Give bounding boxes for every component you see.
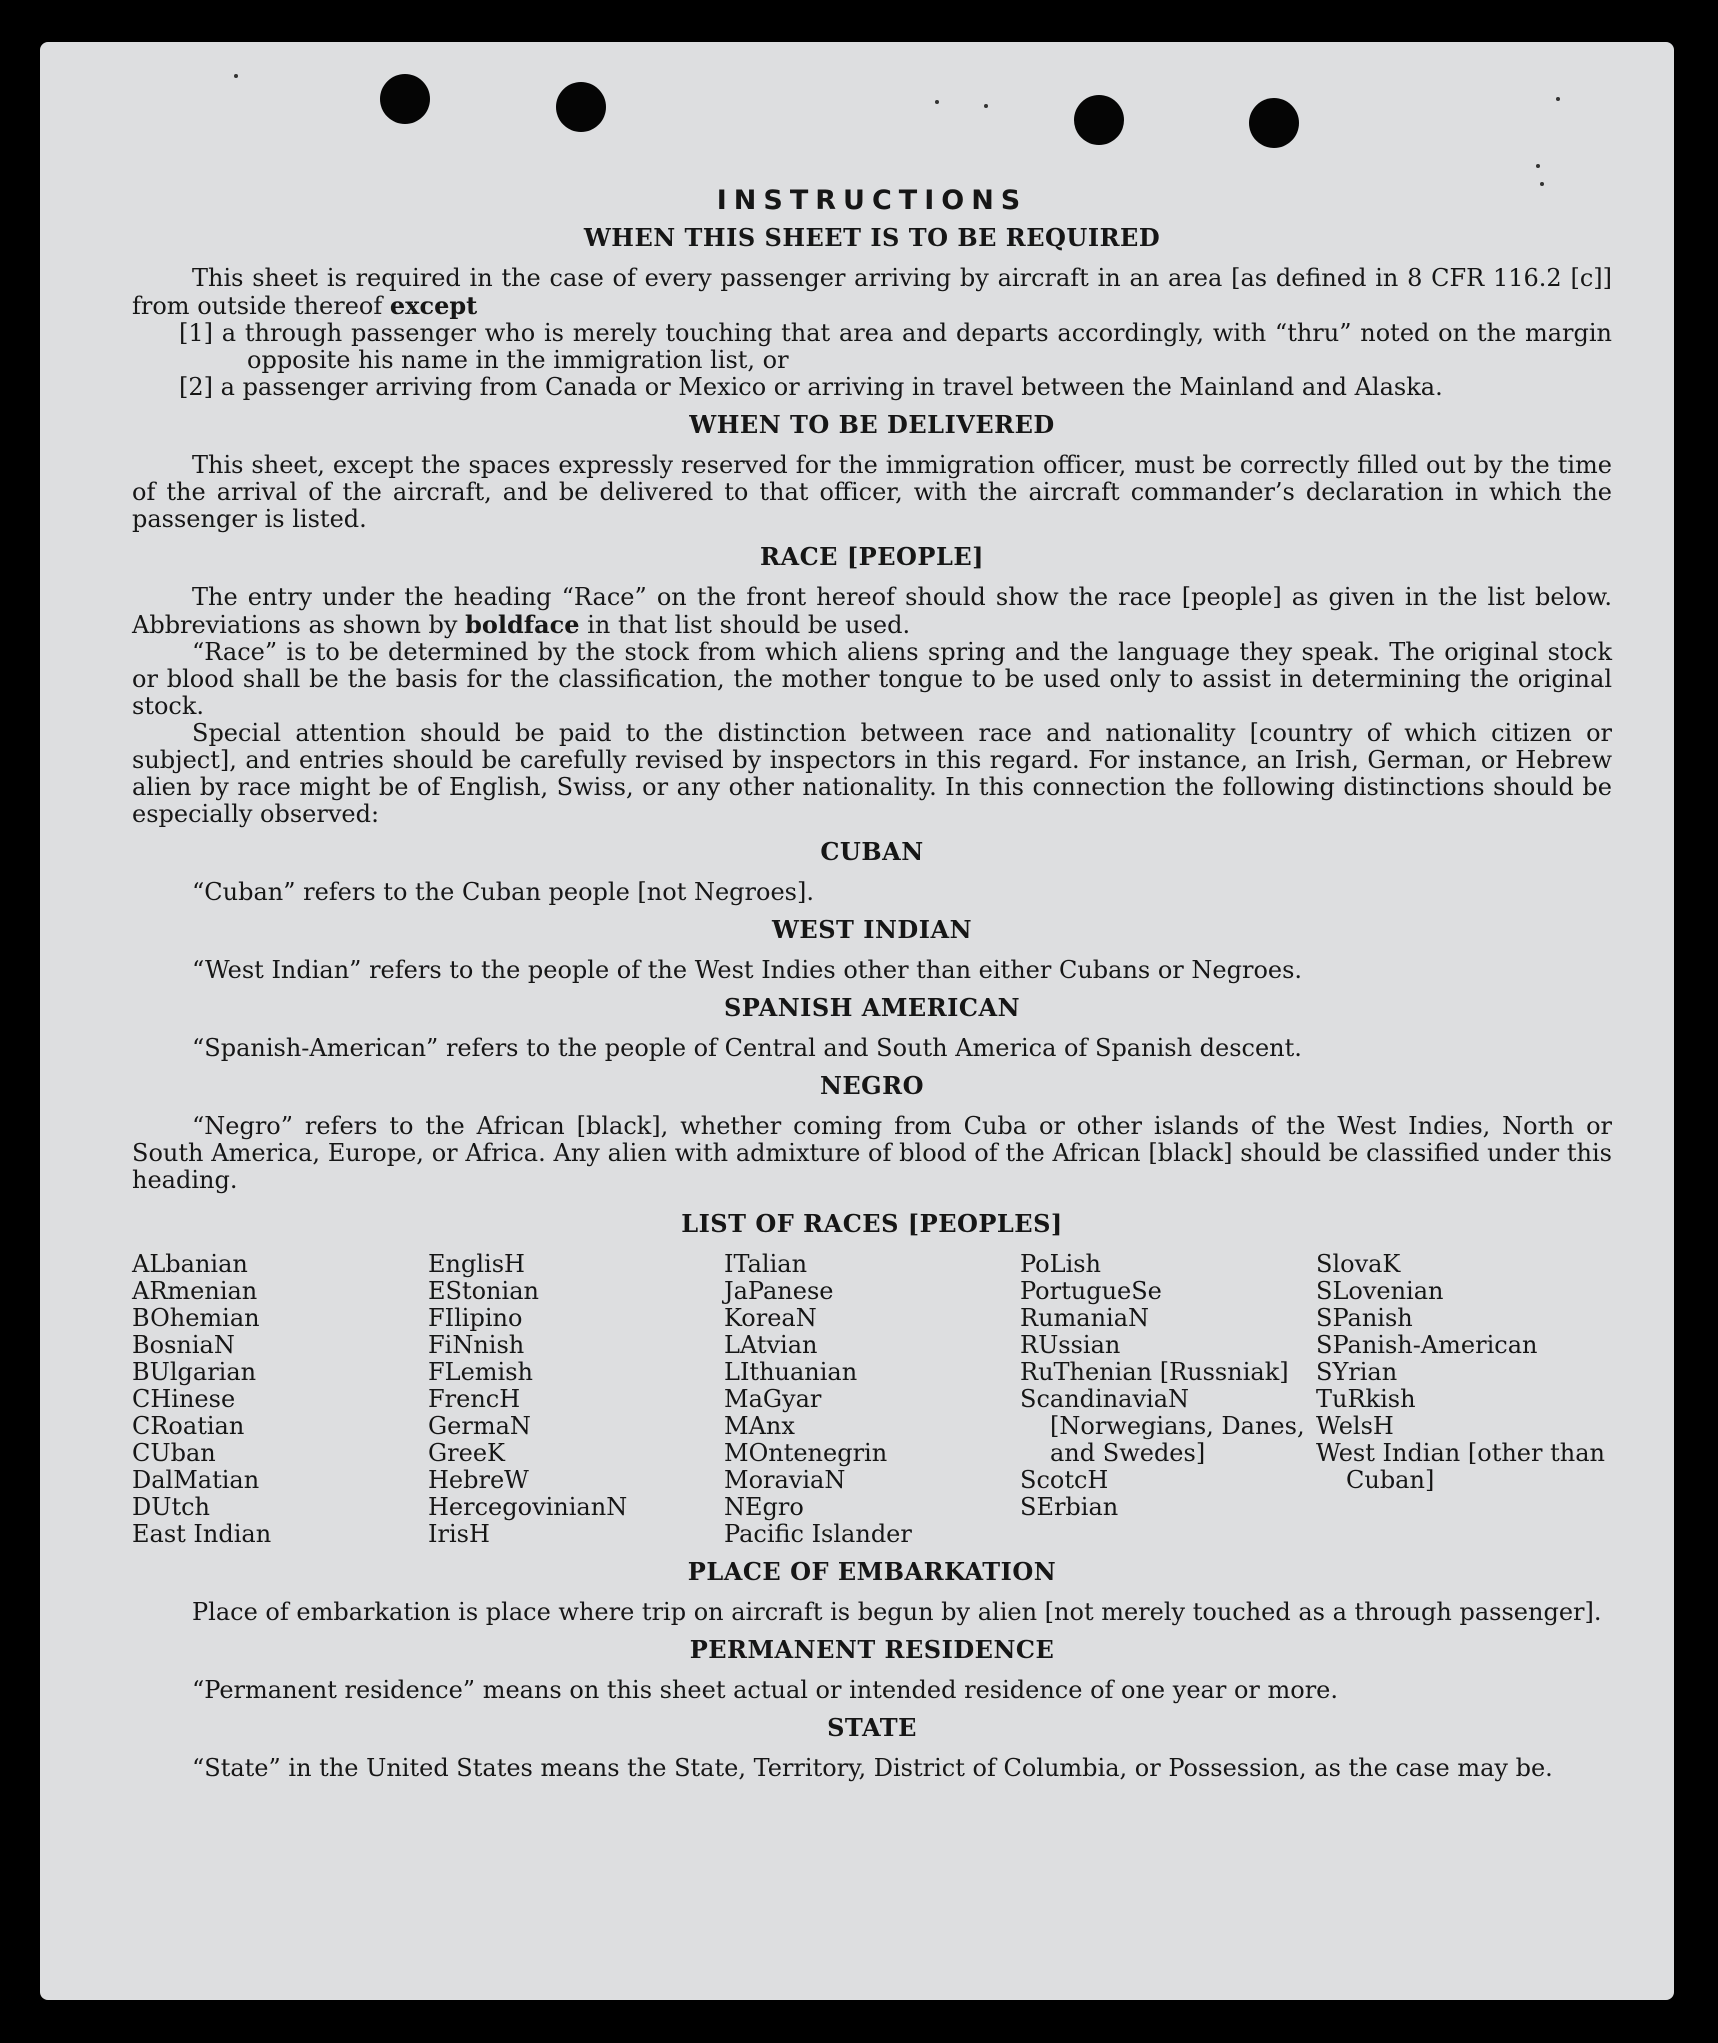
page-body bbox=[132, 137, 1612, 1782]
document-sheet bbox=[40, 42, 1674, 2000]
page-title: INSTRUCTIONS bbox=[716, 185, 1028, 216]
race-item: PortugueSe bbox=[1020, 1277, 1162, 1305]
race-item: IrisH bbox=[428, 1520, 490, 1548]
speck bbox=[935, 100, 939, 104]
paragraph: Place of embarkation is place where trip on aircraft is begun by alien [not merely touched as a through passenger]. bbox=[192, 1598, 1602, 1626]
section-heading: NEGRO bbox=[819, 1071, 925, 1100]
races-column bbox=[1316, 1251, 1612, 1548]
paragraph: “State” in the United States means the State, Territory, District of Columbia, or Possession, as the case may be. bbox=[192, 1754, 1553, 1782]
paragraph: “Spanish-American” refers to the people of Central and South America of Spanish descent. bbox=[192, 1034, 1302, 1062]
races-column bbox=[724, 1251, 1020, 1548]
speck bbox=[984, 104, 988, 108]
section-heading: SPANISH AMERICAN bbox=[723, 993, 1021, 1022]
race-item: SLovenian bbox=[1316, 1277, 1444, 1305]
race-item: SPanish bbox=[1316, 1304, 1413, 1332]
section-heading: CUBAN bbox=[820, 837, 924, 866]
race-item: ITalian bbox=[724, 1250, 808, 1278]
race-item: LIthuanian bbox=[724, 1358, 858, 1386]
race-item: CRoatian bbox=[132, 1412, 245, 1440]
punch-hole bbox=[380, 74, 430, 124]
races-column bbox=[132, 1251, 428, 1548]
speck bbox=[1556, 97, 1560, 101]
race-item: MaGyar bbox=[724, 1385, 822, 1413]
race-item: CHinese bbox=[132, 1385, 236, 1413]
race-item: ALbanian bbox=[132, 1250, 248, 1278]
race-item: RuThenian [Russniak] bbox=[1020, 1358, 1289, 1386]
race-item: JaPanese bbox=[724, 1277, 834, 1305]
punch-hole bbox=[556, 82, 606, 132]
section-heading: STATE bbox=[827, 1713, 917, 1742]
list-item: [1] a through passenger who is merely touching that area and departs accordingly, with “thru” noted on the margin opposite his name in the immigration list, or bbox=[179, 319, 1612, 374]
race-item: GreeK bbox=[428, 1439, 505, 1467]
race-item: FIlipino bbox=[428, 1304, 523, 1332]
race-item: FiNnish bbox=[428, 1331, 525, 1359]
paragraph: “Permanent residence” means on this sheet actual or intended residence of one year or more. bbox=[192, 1676, 1338, 1704]
race-item: MOntenegrin bbox=[724, 1439, 888, 1467]
race-item: West Indian [other than Cuban] bbox=[1316, 1439, 1605, 1494]
race-item: SlovaK bbox=[1316, 1250, 1401, 1278]
race-item: MAnx bbox=[724, 1412, 795, 1440]
paragraph: This sheet is required in the case of every passenger arriving by aircraft in an area [as defined in 8 CFR 116.2 [c]] from outside thereof except bbox=[132, 264, 1612, 320]
race-item: LAtvian bbox=[724, 1331, 818, 1359]
races-list bbox=[132, 1251, 1612, 1548]
race-item: NEgro bbox=[724, 1493, 804, 1521]
paragraph: “West Indian” refers to the people of the West Indies other than either Cubans or Negroes. bbox=[192, 956, 1303, 984]
race-item: DalMatian bbox=[132, 1466, 260, 1494]
race-item: SErbian bbox=[1020, 1493, 1119, 1521]
paragraph: The entry under the heading “Race” on the front hereof should show the race [people] as given in the list below. Abbreviations as shown by boldface in that list should be used. bbox=[132, 583, 1612, 639]
race-item: CUban bbox=[132, 1439, 216, 1467]
section-heading: RACE [PEOPLE] bbox=[760, 542, 984, 571]
race-item: EStonian bbox=[428, 1277, 539, 1305]
section-heading: LIST OF RACES [PEOPLES] bbox=[681, 1209, 1063, 1238]
race-item: RUssian bbox=[1020, 1331, 1121, 1359]
race-item: East Indian bbox=[132, 1520, 272, 1548]
section-heading: PLACE OF EMBARKATION bbox=[687, 1557, 1057, 1586]
race-item: EnglisH bbox=[428, 1250, 525, 1278]
race-item: RumaniaN bbox=[1020, 1304, 1150, 1332]
paragraph: This sheet, except the spaces expressly reserved for the immigration officer, must be correctly filled out by the time of the arrival of the aircraft, and be delivered to that officer, with the aircraft commander’s declaration in which the passenger is listed. bbox=[132, 451, 1612, 533]
paragraph: “Negro” refers to the African [black], whether coming from Cuba or other islands of the West Indies, North or South America, Europe, or Africa. Any alien with admixture of blood of the African [black] should be classified under this heading. bbox=[132, 1112, 1612, 1194]
race-item: DUtch bbox=[132, 1493, 211, 1521]
race-item: SYrian bbox=[1316, 1358, 1398, 1386]
race-item: ScandinaviaN [Norwegians, Danes, and Swedes] bbox=[1020, 1385, 1305, 1467]
section-heading: PERMANENT RESIDENCE bbox=[689, 1635, 1055, 1664]
race-item: GermaN bbox=[428, 1412, 531, 1440]
race-item: WelsH bbox=[1316, 1412, 1394, 1440]
race-item: ScotcH bbox=[1020, 1466, 1109, 1494]
race-item: BOhemian bbox=[132, 1304, 260, 1332]
race-item: HercegovinianN bbox=[428, 1493, 628, 1521]
race-item: BosniaN bbox=[132, 1331, 235, 1359]
race-item: MoraviaN bbox=[724, 1466, 846, 1494]
list-item: [2] a passenger arriving from Canada or Mexico or arriving in travel between the Mainland and Alaska. bbox=[179, 373, 1443, 401]
race-item: PoLish bbox=[1020, 1250, 1102, 1278]
section-heading: WHEN THIS SHEET IS TO BE REQUIRED bbox=[583, 223, 1161, 252]
race-item: FLemish bbox=[428, 1358, 533, 1386]
race-item: FrencH bbox=[428, 1385, 521, 1413]
races-column bbox=[1020, 1251, 1316, 1548]
race-item: Pacific Islander bbox=[724, 1520, 912, 1548]
race-item: KoreaN bbox=[724, 1304, 817, 1332]
race-item: ARmenian bbox=[132, 1277, 258, 1305]
race-item: HebreW bbox=[428, 1466, 529, 1494]
paragraph: “Cuban” refers to the Cuban people [not Negroes]. bbox=[192, 878, 814, 906]
race-item: SPanish-American bbox=[1316, 1331, 1538, 1359]
paragraph: Special attention should be paid to the distinction between race and nationality [country of which citizen or subject], and entries should be carefully revised by inspectors in this regard. For instance, an Irish, German, or Hebrew alien by race might be of English, Swiss, or any other nationality. In this connection the following distinctions should be especially observed: bbox=[132, 719, 1612, 828]
race-item: TuRkish bbox=[1316, 1385, 1416, 1413]
section-heading: WHEN TO BE DELIVERED bbox=[689, 410, 1055, 439]
races-column bbox=[428, 1251, 724, 1548]
race-item: BUlgarian bbox=[132, 1358, 257, 1386]
section-heading: WEST INDIAN bbox=[771, 915, 973, 944]
speck bbox=[234, 74, 238, 78]
paragraph: “Race” is to be determined by the stock from which aliens spring and the language they speak. The original stock or blood shall be the basis for the classification, the mother tongue to be used only to assist in determining the original stock. bbox=[132, 638, 1612, 720]
